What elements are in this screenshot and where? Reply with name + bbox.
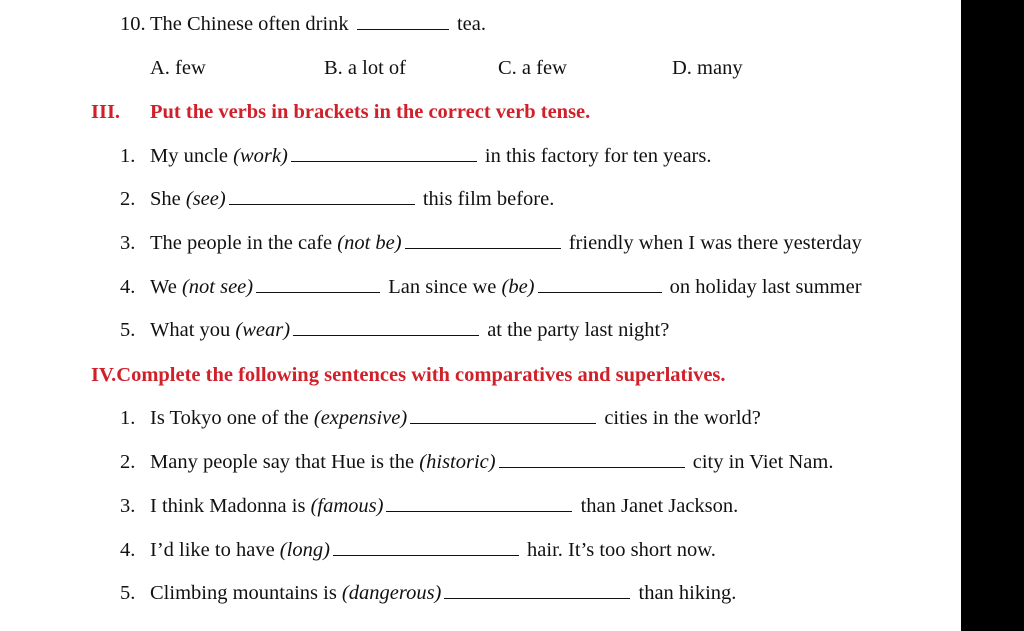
answer-blank[interactable] — [357, 11, 449, 30]
item-number: 1. — [120, 407, 136, 429]
answer-blank[interactable] — [499, 449, 685, 468]
item-text: at the party last night? — [482, 319, 670, 341]
answer-blank[interactable] — [333, 537, 519, 556]
answer-blank[interactable] — [538, 274, 662, 293]
answer-blank[interactable] — [293, 317, 479, 336]
question-text-after: tea. — [456, 13, 486, 35]
option-c[interactable]: C. a few — [498, 57, 567, 79]
adjective-hint: (long) — [279, 539, 330, 561]
answer-blank[interactable] — [410, 405, 596, 424]
answer-blank[interactable] — [291, 143, 477, 162]
item-number: 3. — [120, 495, 136, 517]
adjective-hint: (famous) — [310, 495, 384, 517]
section-title: IV.Complete the following sentences with comparatives and superlatives. — [91, 364, 726, 386]
option-d[interactable]: D. many — [672, 57, 743, 79]
item-number: 1. — [120, 145, 136, 167]
verb-hint: (not see) — [181, 276, 254, 298]
item-text: What you — [150, 319, 236, 341]
answer-blank[interactable] — [386, 493, 572, 512]
item-text: She — [150, 188, 186, 210]
item-text: I think Madonna is — [150, 495, 311, 517]
answer-blank[interactable] — [229, 186, 415, 205]
item-number: 3. — [120, 232, 136, 254]
answer-blank[interactable] — [256, 274, 380, 293]
option-a[interactable]: A. few — [150, 57, 206, 79]
verb-hint: (see) — [185, 188, 226, 210]
item-number: 2. — [120, 451, 136, 473]
item-text: My uncle — [150, 145, 234, 167]
verb-hint: (not be) — [337, 232, 402, 254]
item-text: We — [150, 276, 182, 298]
viewer-dark-margin — [961, 0, 1024, 631]
item-text: in this factory for ten years. — [479, 145, 712, 167]
question-number: 10. — [120, 13, 146, 35]
item-number: 4. — [120, 539, 136, 561]
section-title: Put the verbs in brackets in the correct verb tense. — [150, 101, 591, 123]
item-text: city in Viet Nam. — [687, 451, 834, 473]
adjective-hint: (expensive) — [313, 407, 408, 429]
option-b[interactable]: B. a lot of — [324, 57, 406, 79]
item-text: friendly when I was there yesterday — [563, 232, 862, 254]
item-text: The people in the cafe — [150, 232, 338, 254]
verb-hint: (work) — [233, 145, 288, 167]
item-number: 4. — [120, 276, 136, 298]
answer-blank[interactable] — [405, 230, 561, 249]
item-text: than Janet Jackson. — [575, 495, 739, 517]
verb-hint: (be) — [501, 276, 535, 298]
answer-blank[interactable] — [444, 580, 630, 599]
item-text: this film before. — [417, 188, 555, 210]
adjective-hint: (historic) — [419, 451, 496, 473]
item-text: Many people say that Hue is the — [150, 451, 420, 473]
item-text: Is Tokyo one of the — [150, 407, 314, 429]
section-roman-numeral: III. — [91, 101, 121, 123]
adjective-hint: (dangerous) — [341, 582, 442, 604]
item-number: 2. — [120, 188, 136, 210]
item-number: 5. — [120, 319, 136, 341]
item-text: on holiday last summer — [664, 276, 862, 298]
item-text: I’d like to have — [150, 539, 280, 561]
question-text-before: The Chinese often drink — [150, 13, 349, 35]
item-text: Lan since we — [383, 276, 502, 298]
verb-hint: (wear) — [235, 319, 291, 341]
item-text: than hiking. — [633, 582, 737, 604]
item-text: cities in the world? — [599, 407, 761, 429]
item-text: hair. It’s too short now. — [521, 539, 716, 561]
item-text: Climbing mountains is — [150, 582, 342, 604]
item-number: 5. — [120, 582, 136, 604]
